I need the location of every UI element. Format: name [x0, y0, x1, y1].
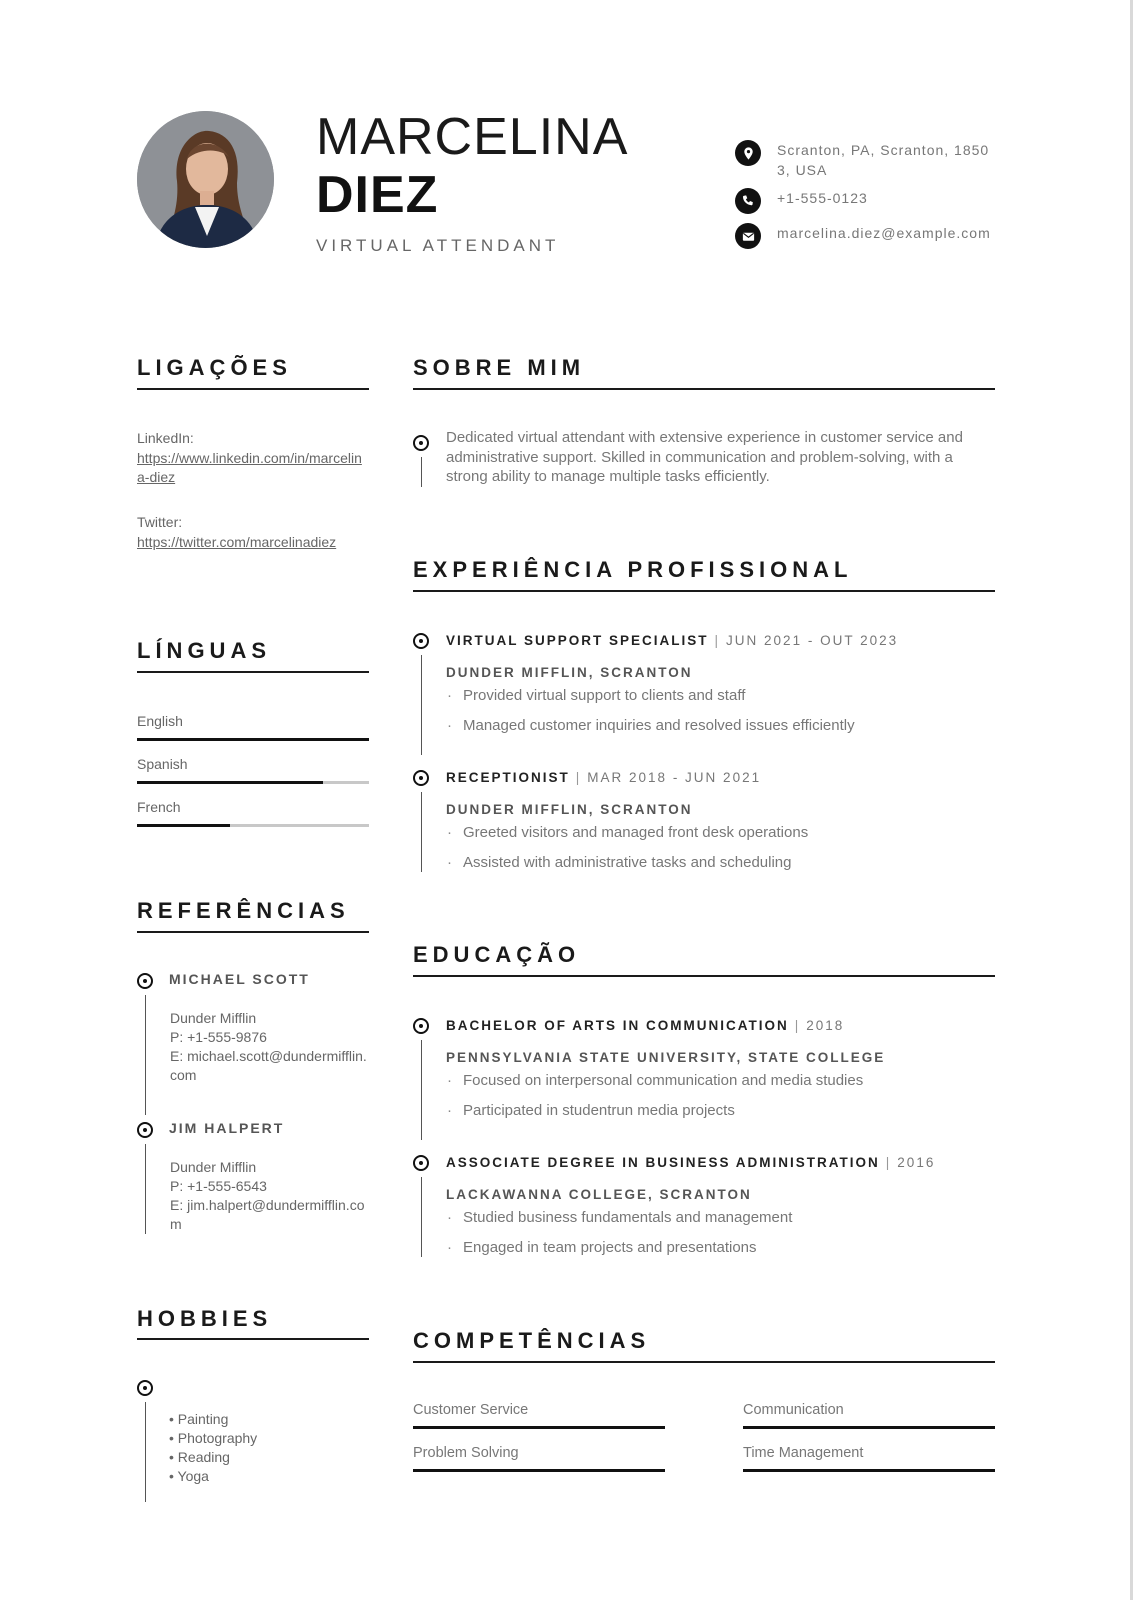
bullet-text: Participated in studentrun media projects	[463, 1102, 735, 1119]
bullet-marker: ·	[447, 1102, 452, 1119]
phone-icon	[735, 188, 761, 214]
hobbies-heading: HOBBIES	[137, 1306, 273, 1331]
timeline-line	[145, 1144, 147, 1234]
timeline-line	[421, 457, 423, 487]
job-role: VIRTUAL SUPPORT SPECIALIST	[446, 633, 709, 648]
skill-name: Communication	[743, 1402, 844, 1418]
hobby-item: • Photography	[169, 1430, 258, 1446]
bullet-marker: ·	[447, 717, 452, 734]
timeline-line	[421, 1177, 423, 1257]
job-dates: MAR 2018 - JUN 2021	[587, 770, 762, 785]
bullet-item	[447, 854, 792, 871]
reference-email: E: michael.scott@dundermifflin.com	[170, 1048, 367, 1083]
address-text: Scranton, PA, Scranton, 18503, USA	[777, 142, 990, 178]
contact-phone	[735, 188, 1002, 214]
skill-bar	[743, 1469, 995, 1472]
timeline-dot	[137, 1122, 153, 1138]
degree-title: ASSOCIATE DEGREE IN BUSINESS ADMINISTRATION	[446, 1155, 880, 1170]
separator: |	[575, 770, 582, 785]
experience-divider	[413, 590, 995, 592]
job-dates: JUN 2021 - OUT 2023	[726, 633, 899, 648]
email-text[interactable]: marcelina.diez@example.com	[777, 225, 991, 241]
bullet-marker: ·	[447, 1239, 452, 1256]
job-heading	[446, 633, 898, 648]
email-icon	[735, 223, 761, 249]
degree-heading	[446, 1155, 935, 1170]
links-divider	[137, 388, 369, 390]
bullet-text: Focused on interpersonal communication and media studies	[463, 1072, 864, 1089]
language-level-bar	[137, 738, 369, 741]
job-heading	[446, 770, 761, 785]
hobby-item: • Painting	[169, 1411, 229, 1427]
language-level-fill	[137, 824, 230, 827]
reference-phone: P: +1-555-9876	[170, 1029, 267, 1045]
skill-name: Problem Solving	[413, 1445, 519, 1461]
timeline-line	[421, 792, 423, 872]
contact-address	[735, 140, 1002, 180]
separator: |	[885, 1155, 892, 1170]
degree-heading	[446, 1018, 844, 1033]
language-level-fill	[137, 738, 369, 741]
skills-divider	[413, 1361, 995, 1363]
bullet-item	[447, 1239, 757, 1256]
timeline-dot	[413, 1155, 429, 1171]
language-level-bar	[137, 781, 369, 784]
languages-heading: LÍNGUAS	[137, 638, 271, 663]
school-name: PENNSYLVANIA STATE UNIVERSITY, STATE COLLEGE	[446, 1050, 886, 1065]
reference-name: JIM HALPERT	[169, 1120, 285, 1136]
company-name: DUNDER MIFFLIN, SCRANTON	[446, 665, 693, 680]
language-name: English	[137, 713, 183, 729]
bullet-text: Greeted visitors and managed front desk operations	[463, 824, 809, 841]
references-divider	[137, 931, 369, 933]
reference-company: Dunder Mifflin	[170, 1159, 257, 1175]
linkedin-link[interactable]: https://www.linkedin.com/in/marcelina-diez	[137, 450, 362, 485]
language-name: French	[137, 799, 181, 815]
bullet-marker: ·	[447, 1209, 452, 1226]
hobbies-divider	[137, 1338, 369, 1340]
timeline-dot	[413, 633, 429, 649]
bullet-item	[447, 717, 855, 734]
skill-bar	[743, 1426, 995, 1429]
about-heading: SOBRE MIM	[413, 355, 586, 380]
education-heading: EDUCAÇÃO	[413, 942, 581, 967]
bullet-marker: ·	[447, 687, 452, 704]
timeline-dot	[413, 435, 429, 451]
reference-company: Dunder Mifflin	[170, 1010, 257, 1026]
bullet-text: Studied business fundamentals and management	[463, 1209, 793, 1226]
timeline-dot	[137, 1380, 153, 1396]
skill-name: Customer Service	[413, 1402, 529, 1418]
skill-bar	[413, 1469, 665, 1472]
twitter-link[interactable]: https://twitter.com/marcelinadiez	[137, 534, 337, 550]
degree-year: 2016	[897, 1155, 936, 1170]
timeline-line	[145, 995, 147, 1115]
twitter-label: Twitter:	[137, 514, 183, 530]
separator: |	[794, 1018, 801, 1033]
timeline-dot	[137, 973, 153, 989]
language-level-fill	[137, 781, 323, 784]
timeline-line	[421, 655, 423, 755]
bullet-text: Engaged in team projects and presentations	[463, 1239, 757, 1256]
bullet-text: Assisted with administrative tasks and scheduling	[463, 854, 792, 871]
timeline-line	[421, 1040, 423, 1140]
bullet-item	[447, 1102, 735, 1119]
about-text: Dedicated virtual attendant with extensive experience in customer service and administrative support. Skilled in communication and problem-solving, with a strong ability to manage multiple tasks efficiently.	[446, 429, 963, 485]
language-level-bar	[137, 824, 369, 827]
bullet-marker: ·	[447, 1072, 452, 1089]
bullet-marker: ·	[447, 824, 452, 841]
references-heading: REFERÊNCIAS	[137, 898, 350, 923]
degree-year: 2018	[806, 1018, 845, 1033]
school-name: LACKAWANNA COLLEGE, SCRANTON	[446, 1187, 752, 1202]
experience-heading: EXPERIÊNCIA PROFISSIONAL	[413, 557, 853, 582]
skill-bar	[413, 1426, 665, 1429]
skills-heading: COMPETÊNCIAS	[413, 1328, 651, 1353]
degree-title: BACHELOR OF ARTS IN COMMUNICATION	[446, 1018, 789, 1033]
company-name: DUNDER MIFFLIN, SCRANTON	[446, 802, 693, 817]
reference-phone: P: +1-555-6543	[170, 1178, 267, 1194]
contact-email	[735, 223, 1002, 249]
timeline-dot	[413, 770, 429, 786]
bullet-text: Managed customer inquiries and resolved issues efficiently	[463, 717, 855, 734]
bullet-marker: ·	[447, 854, 452, 871]
timeline-line	[145, 1402, 147, 1502]
bullet-item	[447, 824, 808, 841]
hobby-item: • Yoga	[169, 1468, 209, 1484]
education-divider	[413, 975, 995, 977]
job-role: RECEPTIONIST	[446, 770, 570, 785]
bullet-item	[447, 687, 745, 704]
reference-email: E: jim.halpert@dundermifflin.com	[170, 1197, 365, 1232]
separator: |	[714, 633, 721, 648]
bullet-item	[447, 1072, 863, 1089]
phone-text: +1-555-0123	[777, 190, 868, 206]
avatar	[137, 111, 274, 248]
job-title: VIRTUAL ATTENDANT	[316, 236, 560, 255]
skill-name: Time Management	[743, 1445, 864, 1461]
last-name: DIEZ	[316, 166, 439, 224]
languages-divider	[137, 671, 369, 673]
linkedin-label: LinkedIn:	[137, 430, 194, 446]
links-heading: LIGAÇÕES	[137, 355, 292, 380]
hobby-item: • Reading	[169, 1449, 230, 1465]
bullet-text: Provided virtual support to clients and staff	[463, 687, 746, 704]
profile-photo	[137, 111, 274, 248]
about-divider	[413, 388, 995, 390]
reference-name: MICHAEL SCOTT	[169, 971, 310, 987]
bullet-item	[447, 1209, 792, 1226]
timeline-dot	[413, 1018, 429, 1034]
first-name: MARCELINA	[316, 108, 629, 166]
location-pin-icon	[735, 140, 761, 166]
language-name: Spanish	[137, 756, 188, 772]
